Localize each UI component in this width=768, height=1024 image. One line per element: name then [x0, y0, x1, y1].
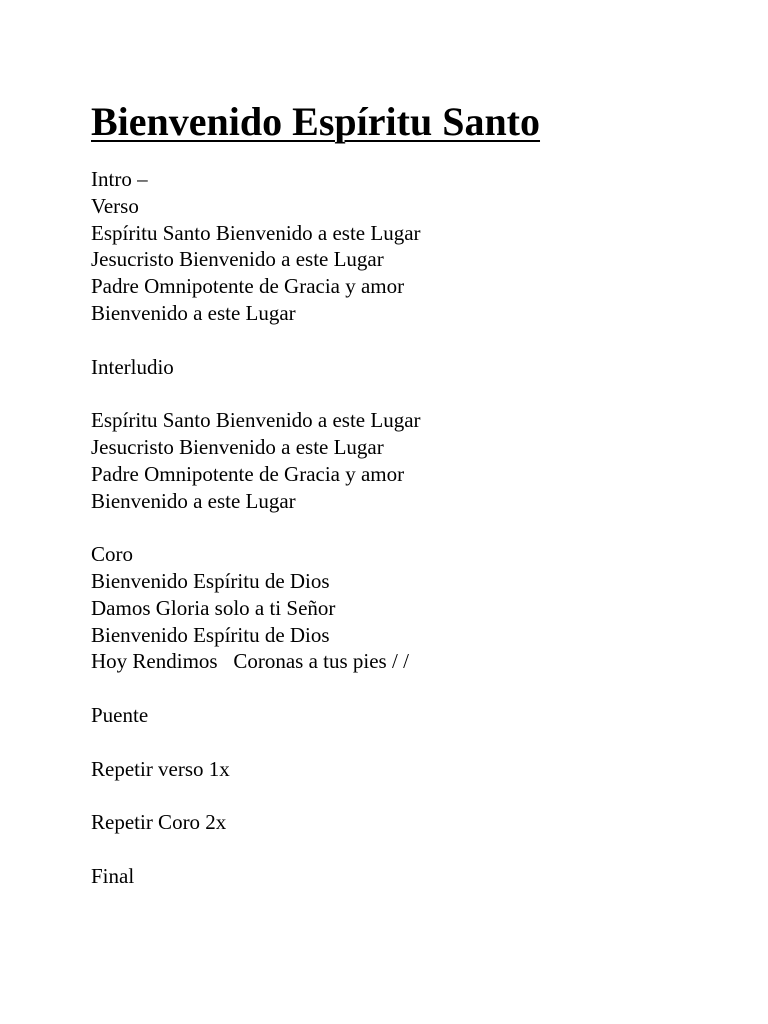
lyric-line: Intro –: [91, 167, 148, 191]
lyric-line: Bienvenido Espíritu de Dios: [91, 568, 330, 593]
blank-line: [91, 782, 421, 809]
lyric-line: Repetir Coro 2x: [91, 810, 227, 835]
lyric-line: Espíritu Santo Bienvenido a este Lugar: [91, 408, 421, 433]
lyric-line: Coro: [91, 542, 133, 567]
lyric-line: Verso: [91, 193, 139, 218]
lyric-line: Jesucristo Bienvenido a este Lugar: [91, 434, 384, 459]
lyric-line: Padre Omnipotente de Gracia y amor: [91, 274, 405, 299]
page-title: Bienvenido Espíritu Santo: [91, 99, 541, 144]
blank-line: [91, 380, 421, 407]
lyric-line: Hoy Rendimos Coronas a tus pies / /: [91, 649, 409, 674]
lyric-line: Bienvenido a este Lugar: [91, 488, 296, 513]
blank-line: [91, 836, 421, 863]
lyric-line: Bienvenido a este Lugar: [91, 300, 296, 325]
blank-line: [91, 675, 421, 702]
lyric-line: Interludio: [91, 354, 174, 379]
blank-line: [91, 514, 421, 541]
lyric-line: Damos Gloria solo a ti Señor: [91, 595, 336, 620]
blank-line: [91, 327, 421, 354]
lyric-line: Repetir verso 1x: [91, 756, 230, 781]
lyric-line: Bienvenido Espíritu de Dios: [91, 622, 330, 647]
lyric-line: Final: [91, 863, 135, 888]
lyric-line: Jesucristo Bienvenido a este Lugar: [91, 247, 384, 272]
blank-line: [91, 729, 421, 756]
lyric-line: Padre Omnipotente de Gracia y amor: [91, 461, 405, 486]
lyric-line: Puente: [91, 702, 149, 727]
lyrics-list: [91, 166, 421, 890]
lyric-line: Espíritu Santo Bienvenido a este Lugar: [91, 220, 421, 245]
